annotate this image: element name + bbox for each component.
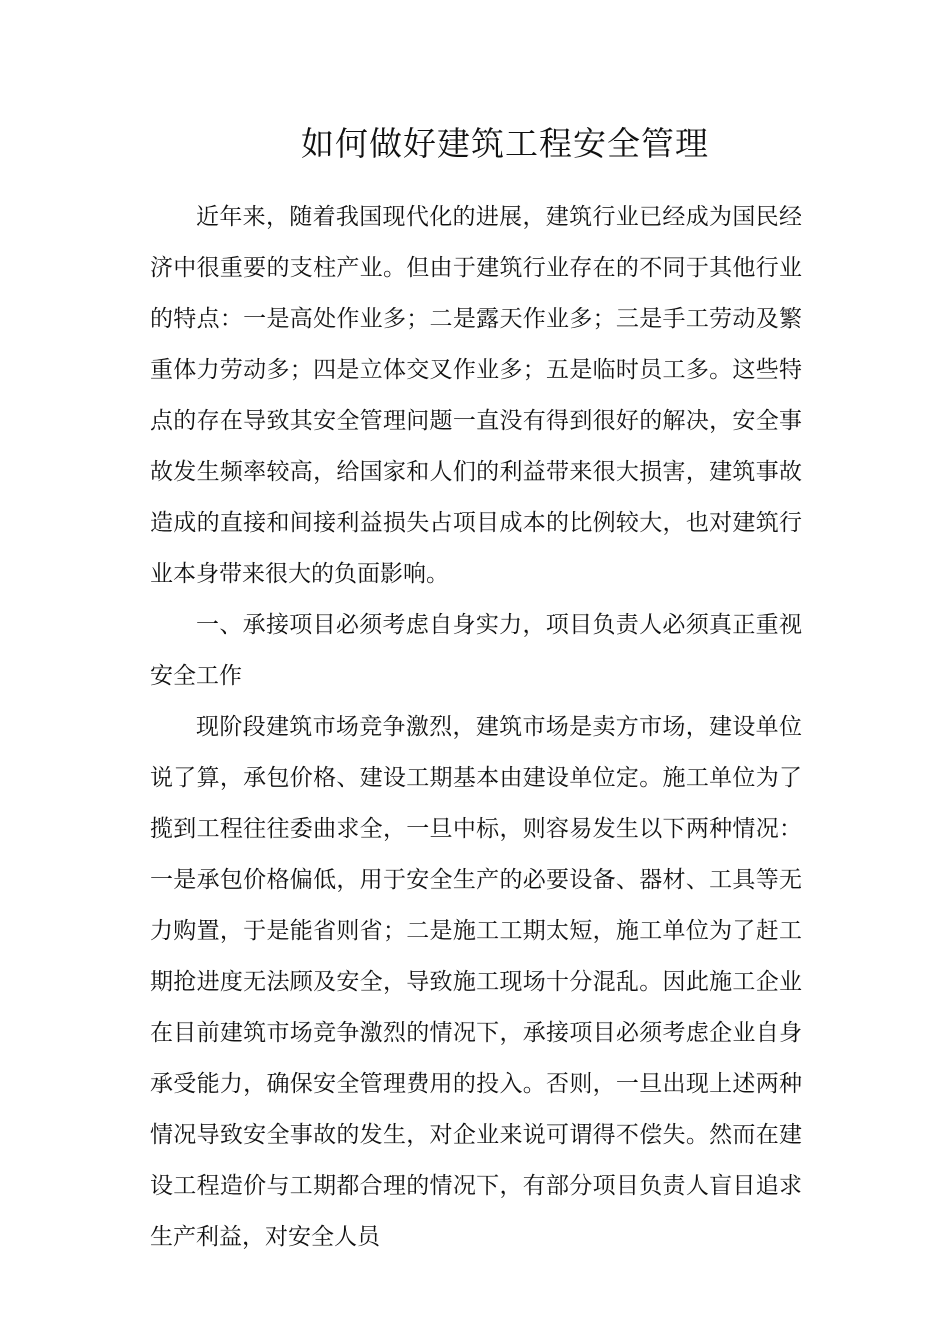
- section-heading-1: 一、承接项目必须考虑自身实力，项目负责人必须真正重视安全工作: [150, 612, 802, 689]
- paragraph-section-1: 现阶段建筑市场竞争激烈，建筑市场是卖方市场，建设单位说了算，承包价格、建设工期基本由建设单位定。施工单位为了揽到工程往往委曲求全，一旦中标，则容易发生以下两种情况：一是承包价格偏低，用于安全生产的必要设备、器材、工具等无力购置，于是能省则省；二是施工工期太短，施工单位为了赶工期抢进度无法顾及安全，导致施工现场十分混乱。因此施工企业在目前建筑市场竞争激烈的情况下，承接项目必须考虑企业自身承受能力，确保安全管理费用的投入。否则，一旦出现上述两种情况导致安全事故的发生，对企业来说可谓得不偿失。然而在建设工程造价与工期都合理的情况下，有部分项目负责人盲目追求生产利益，对安全人员: [150, 714, 802, 1250]
- document-body: [150, 192, 802, 1263]
- paragraph-intro: 近年来，随着我国现代化的进展，建筑行业已经成为国民经济中很重要的支柱产业。但由于建筑行业存在的不同于其他行业的特点：一是高处作业多；二是露天作业多；三是手工劳动及繁重体力劳动多；四是立体交叉作业多；五是临时员工多。这些特点的存在导致其安全管理问题一直没有得到很好的解决，安全事故发生频率较高，给国家和人们的利益带来很大损害，建筑事故造成的直接和间接利益损失占项目成本的比例较大，也对建筑行业本身带来很大的负面影响。: [150, 204, 802, 587]
- document-title: 如何做好建筑工程安全管理: [301, 124, 709, 163]
